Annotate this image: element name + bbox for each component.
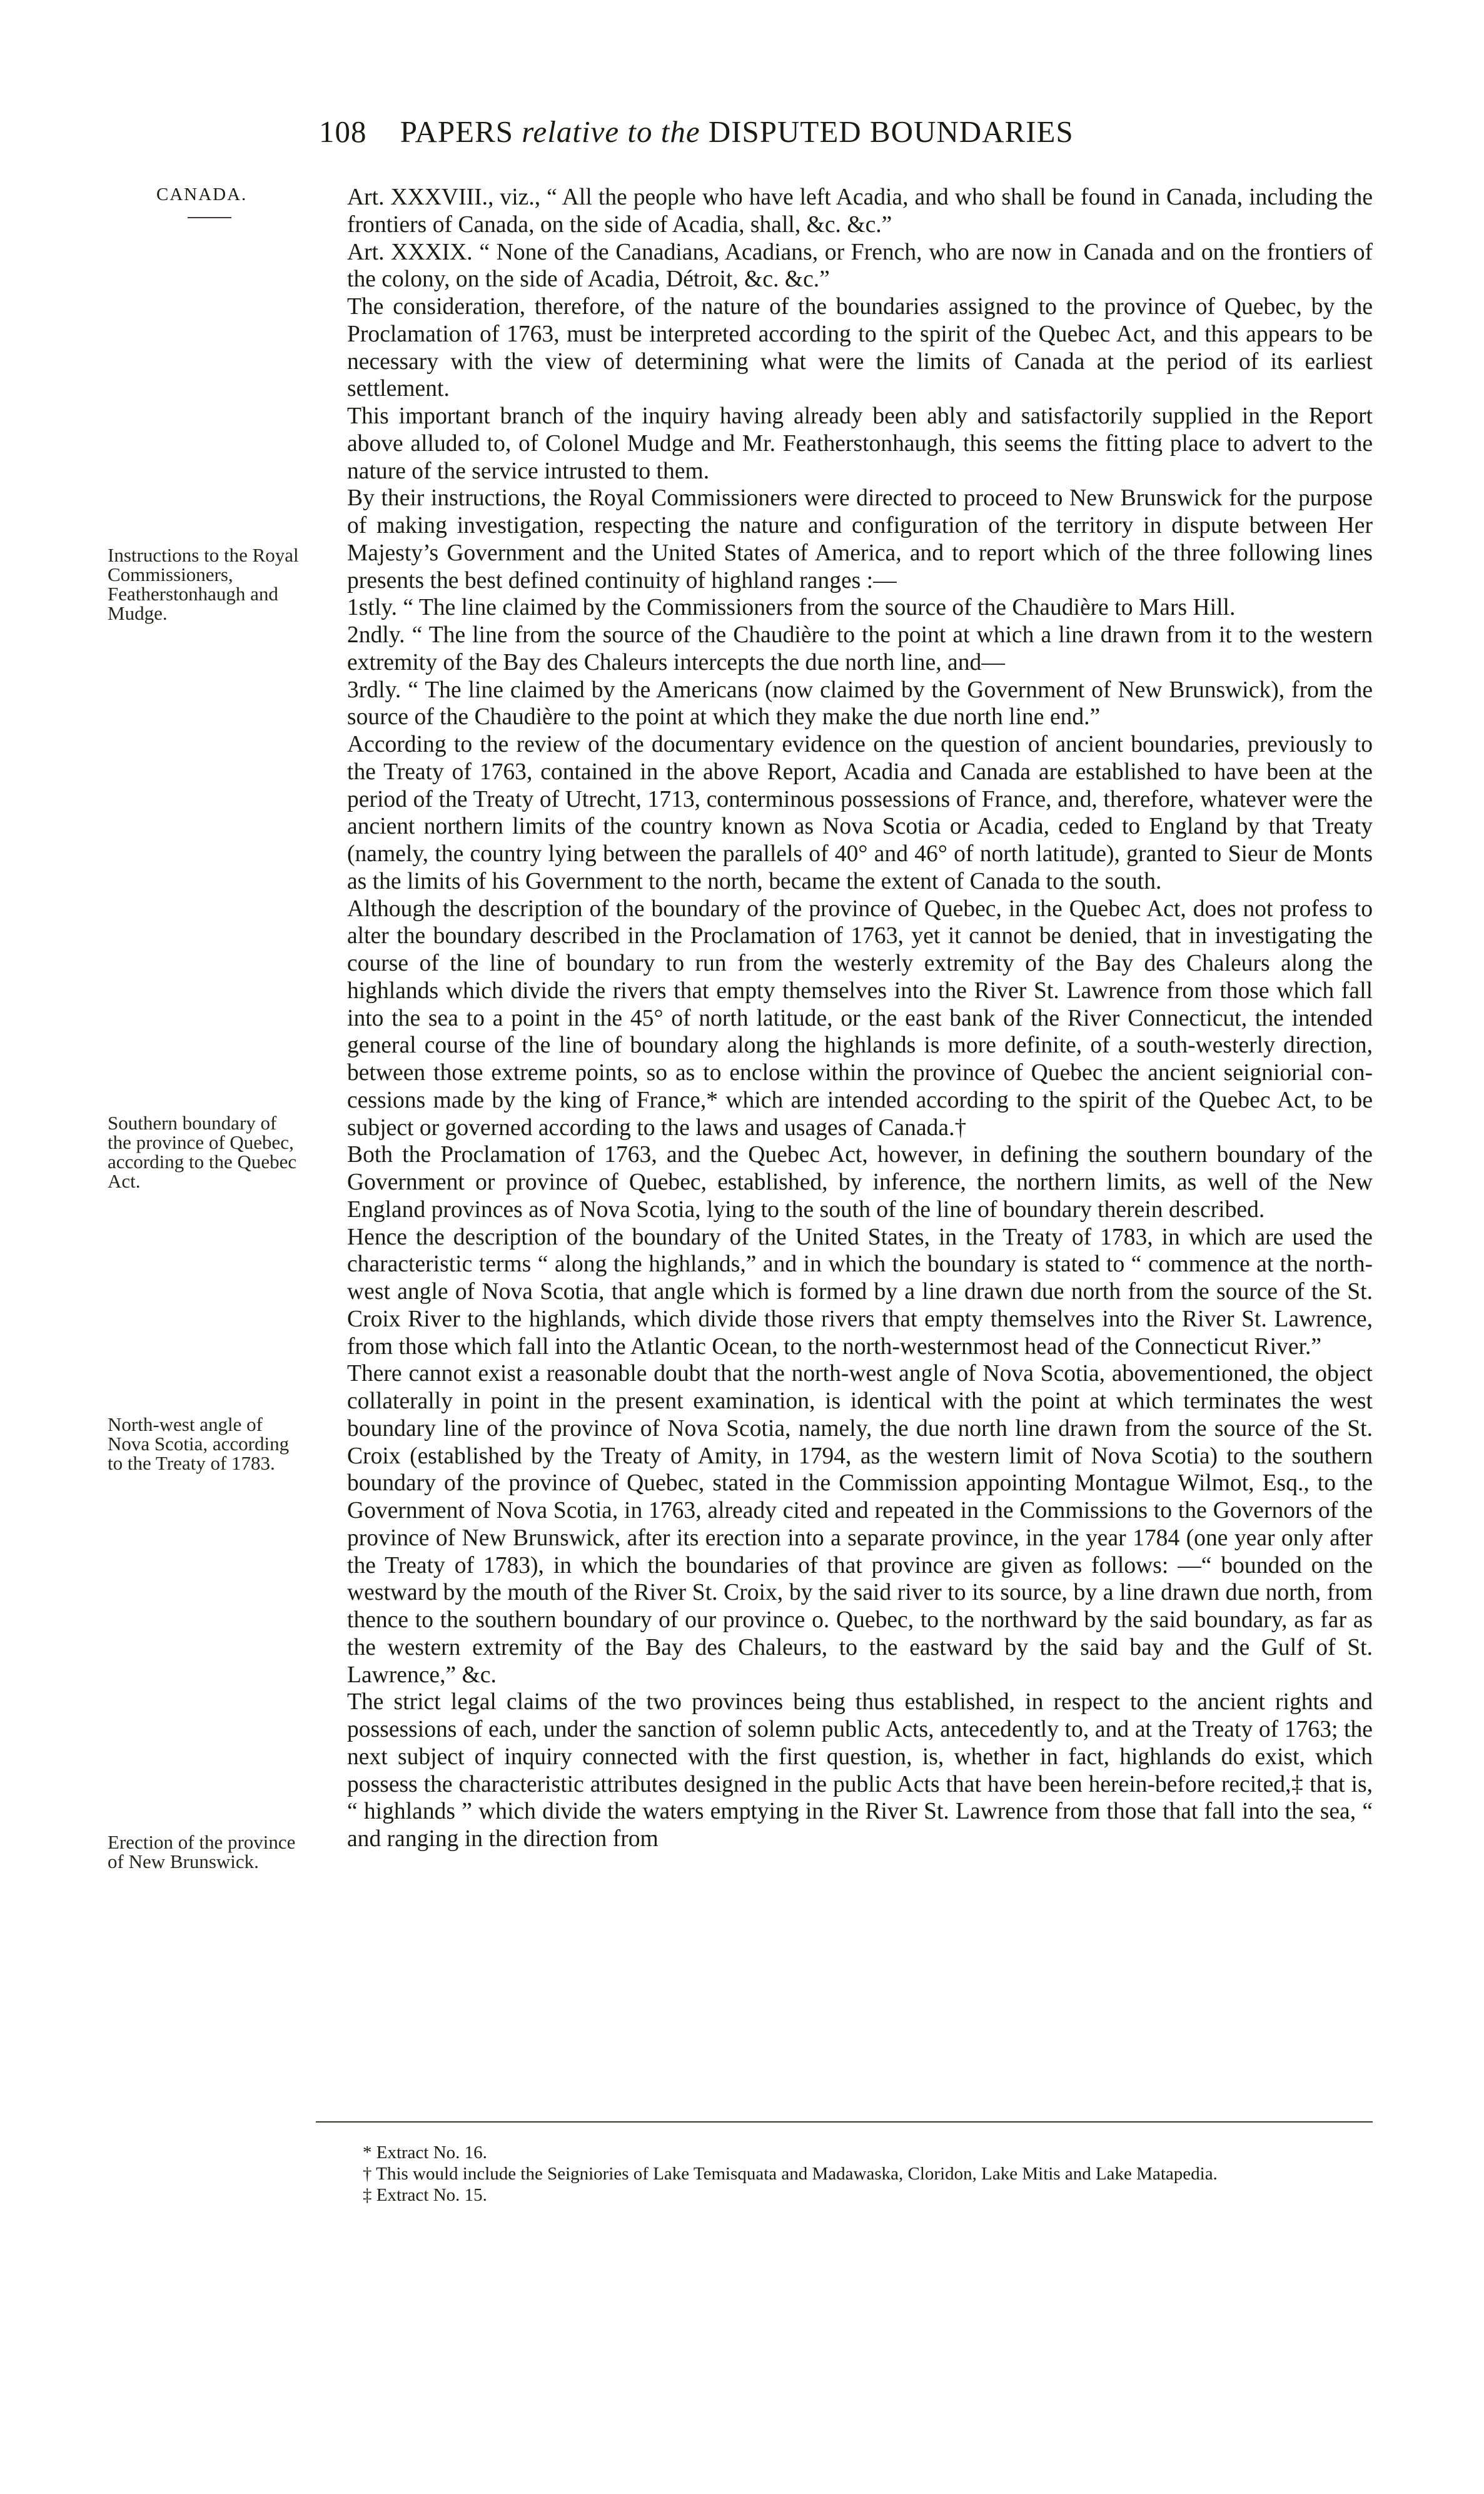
paragraph: Both the Proclamation of 1763, and the Quebec Act, however, in defining the southern boundary of the Government or province of Quebec, established, by inference, the northern limits, as well of the New England provinces as of Nova Scotia, lying to the south of the line of boundary therein described. xyxy=(347,1142,1373,1223)
margin-rule xyxy=(188,217,231,218)
paragraph: There cannot exist a reasonable doubt that the north-west angle of Nova Scotia, abovementioned, the object collaterally in point in the present examination, is identical with the point at which terminates the west boundary line of the province of Nova Scotia, namely, the due north line drawn from the source of the St. Croix (established by the Treaty of Amity, in 1794, as the western limit of Nova Scotia) to the southern boundary of the province of Quebec, stated in the Commission appointing Montague Wilmot, Esq., to the Government of Nova Scotia, in 1763, already cited and repeated in the Commissions to the Governors of the province of New Brunswick, after its erection into a separate province, in the year 1784 (one year only after the Treaty of 1783), in which the boundaries of that province are given as follows: —“ bounded on the westward by the mouth of the River St. Croix, by the said river to its source, by a line drawn due north, from thence to the southern boundary of our province o. Quebec, to the northward by the said boundary, as far as the western extremity of the Bay des Chaleurs, to the eastward by the said bay and the Gulf of St. Lawrence,” &c. xyxy=(347,1361,1373,1688)
paragraph: Art. XXXVIII., viz., “ All the people who have left Acadia, and who shall be found in Canada, including the frontiers of Canada, on the side of Acadia, shall, &c. &c.” xyxy=(347,184,1373,238)
paragraph: 1stly. “ The line claimed by the Commissioners from the source of the Chaudière to Mars Hill. xyxy=(347,595,1236,621)
paragraph: According to the review of the documentary evidence on the question of ancient boundaries, previously to the Treaty of 1763, contained in the above Report, Acadia and Canada are established to have been at the period of the Treaty of Utrecht, 1713, conterminous possessions of France, and, therefore, whatever were the ancient northern limits of the country known as Nova Scotia or Acadia, ceded to England by that Treaty (namely, the country lying between the parallels of 40° and 46° of north latitude), granted to Sieur de Monts as the limits of his Government to the north, became the extent of Canada to the south. xyxy=(347,732,1373,894)
margin-note-north-west-angle: North-west angle of Nova Scotia, according to the Treaty of 1783. xyxy=(108,1413,290,1474)
paragraph: Although the description of the boundary of the province of Quebec, in the Quebec Act, does not profess to alter the boundary described in the Proclamation of 1763, yet it cannot be denied, that in investigating the course of the line of boundary to run from the westerly extremity of the Bay des Chaleurs along the highlands which divide the rivers that empty themselves into the River St. Lawrence from those which fall into the sea to a point in the 45° of north latitude, or the east bank of the River Connecticut, the intended general course of the line of boundary along the highlands is more definite, of a south-westerly direction, between those extreme points, so as to enclose within the province of Quebec the ancient seigniorial concessions made by the king of France,* which are intended according to the spirit of the Quebec Act, to be subject or governed according to the laws and usages of Canada.† xyxy=(347,896,1373,1141)
margin-note-new-brunswick: Erection of the province of New Brunswick. xyxy=(108,1831,296,1872)
paragraph: The consideration, therefore, of the nature of the boundaries assigned to the province of Quebec, by the Proclamation of 1763, must be interpreted according to the spirit of the Quebec Act, and this appears to be necessary with the view of determining what were the limits of Canada at the period of its earliest settlement. xyxy=(347,294,1373,402)
paragraph: 3rdly. “ The line claimed by the Americans (now claimed by the Government of New Brunswick), from the source of the Chaudière to the point at which they make the due north line end.” xyxy=(347,677,1373,730)
paragraph: Art. XXXIX. “ None of the Canadians, Acadians, or French, who are now in Canada and on the frontiers of the colony, on the side of Acadia, Détroit, &c. &c.” xyxy=(347,239,1373,293)
paragraph: By their instructions, the Royal Commissioners were directed to proceed to New Brunswick for the purpose of making investigation, respecting the nature and configuration of the territory in dispute between Her Majesty’s Government and the United States of America, and to report which of the three following lines presents the best defined continuity of highland ranges :— xyxy=(347,485,1373,593)
footnote: † This would include the Seigniories of Lake Temisquata and Madawaska, Cloridon, Lake Mitis and Lake Matapedia. xyxy=(363,2164,1218,2184)
body-text xyxy=(347,184,1373,1853)
footnote-rule xyxy=(316,2121,1373,2123)
footnotes xyxy=(347,2142,1373,2206)
header-title-italic: relative to the xyxy=(522,114,700,149)
paragraph: The strict legal claims of the two provinces being thus established, in respect to the ancient rights and possessions of each, under the sanction of solemn public Acts, antecedently to, and at the Treaty of 1763; the next subject of inquiry connected with the first question, is, whether in fact, highlands do exist, which possess the characteristic attributes designed in the public Acts that have been herein-before recited,‡ that is, “ highlands ” which divide the waters emptying in the River St. Lawrence from those that fall into the sea, “ and ranging in the direction from xyxy=(347,1689,1373,1852)
footnote: ‡ Extract No. 15. xyxy=(363,2185,487,2205)
footnote: * Extract No. 16. xyxy=(363,2143,487,2163)
paragraph: Hence the description of the boundary of the United States, in the Treaty of 1783, in which are used the characteristic terms “ along the highlands,” and in which the boundary is stated to “ commence at the north-west angle of Nova Scotia, that angle which is formed by a line drawn due north from the source of the St. Croix River to the highlands, which divide those rivers that empty themselves into the River St. Lawrence, from those which fall into the Atlantic Ocean, to the north-westernmost head of the Connecticut River.” xyxy=(347,1224,1373,1360)
paragraph: This important branch of the inquiry having already been ably and satisfactorily supplied in the Report above alluded to, of Colonel Mudge and Mr. Featherstonhaugh, this seems the fitting place to advert to the nature of the service intrusted to them. xyxy=(347,403,1373,484)
paragraph: 2ndly. “ The line from the source of the Chaudière to the point at which a line drawn from it to the western extremity of the Bay des Chaleurs intercepts the due north line, and— xyxy=(347,622,1373,675)
header-title-part2: DISPUTED BOUNDARIES xyxy=(708,114,1074,149)
margin-section-label: CANADA. xyxy=(156,184,248,204)
header-title-part1: PAPERS xyxy=(400,114,514,149)
page-header xyxy=(319,114,1257,149)
margin-note-southern-boundary: Southern boundary of the province of Quebec, according to the Quebec Act. xyxy=(108,1112,297,1192)
page-number: 108 xyxy=(319,114,367,149)
margin-note-instructions: Instructions to the Royal Commissioners, Featherstonhaugh and Mudge. xyxy=(108,544,299,624)
